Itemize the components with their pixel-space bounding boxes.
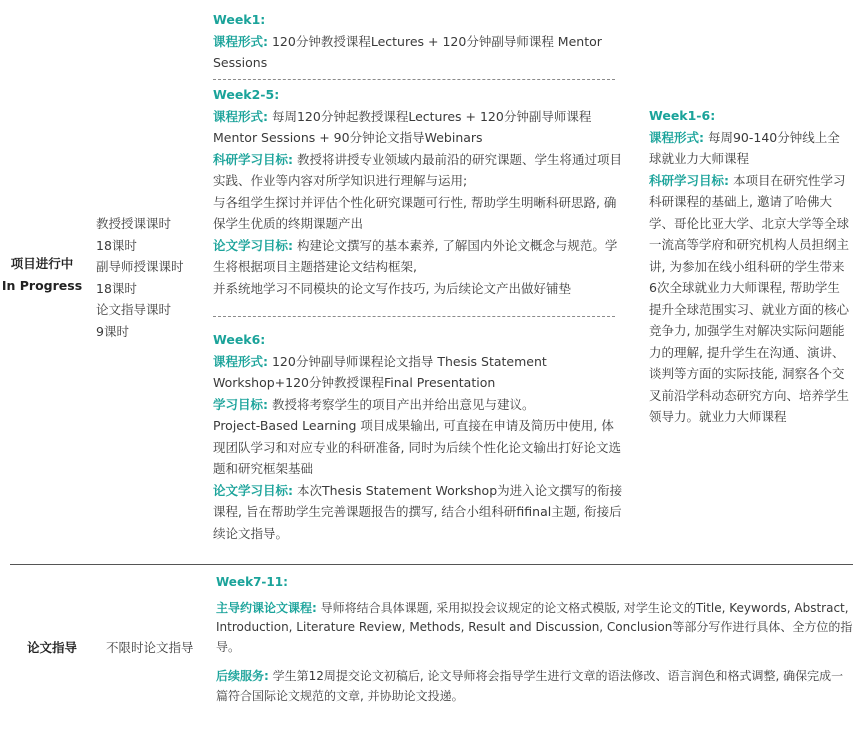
week7-11-section [216, 573, 853, 706]
format-label: 课程形式: [213, 33, 268, 49]
week7-11-title: Week7-11: [216, 575, 288, 589]
week1-section [213, 9, 623, 74]
row-divider [10, 564, 853, 565]
format-label: 课程形式: [213, 108, 268, 124]
week1-format [213, 31, 623, 74]
study-text: 教授将考察学生的项目产出并给出意见与建议。 [271, 396, 535, 412]
research-text: 本项目在研究性学习科研课程的基础上, 邀请了哈佛大学、哥伦比亚大学、北京大学等全球一流高等学府和研究机构人员担纲主讲, 为参加在线小组科研的学生带来6次全球就业力大师课程, 帮助学生提升全球范围实习、就业方面的核心竞争力, 加强学生对解决实际问题能力的理解, 提升学生在沟通、演讲、谈判等方面的实际技能, 洞察各个交叉前沿学科动态研究方向、培养学生领导力。就业力大师课程 [649, 172, 850, 424]
row-label-in-progress [0, 253, 84, 296]
week7-11-follow [216, 667, 853, 706]
research-label: 科研学习目标: [213, 151, 293, 167]
week6-format [213, 351, 623, 394]
week2-5-research [213, 149, 623, 192]
week1-title: Week1: [213, 12, 266, 27]
week6-paper [213, 480, 623, 545]
week2-5-section [213, 84, 623, 299]
week6-study-2: Project-Based Learning 项目成果输出, 可直接在申请及简历中使用, 体现团队学习和对应专业的科研准备, 同时为后续个性化论文输出打好论文选题和研究框架基础 [213, 418, 621, 476]
format-text: 每周90-140分钟线上全球就业力大师课程 [649, 129, 840, 166]
hours-item: 18课时 [96, 237, 137, 253]
paper-label: 论文学习目标: [213, 482, 293, 498]
week2-5-paper [213, 235, 623, 278]
thesis-hours: 不限时论文指导 [106, 640, 194, 655]
hours-item: 9课时 [96, 323, 129, 339]
format-label: 课程形式: [649, 129, 704, 145]
follow-text: 学生第12周提交论文初稿后, 论文导师将会指导学生进行文章的语法修改、语言润色和格式调整, 确保完成一篇符合国际论文规范的文章, 并协助论文投递。 [216, 669, 844, 703]
week1-6-format [649, 127, 849, 170]
week2-5-paper-2: 并系统地学习不同模块的论文写作技巧, 为后续论文产出做好铺垫 [213, 280, 571, 296]
format-text: 每周120分钟起教授课程Lectures + 120分钟副导师课程 Mentor Sessions + 90分钟论文指导Webinars [213, 108, 592, 145]
hours-item: 副导师授课课时 [96, 259, 184, 274]
week6-title: Week6: [213, 332, 266, 347]
week1-6-research [649, 170, 849, 428]
paper-text: 构建论文撰写的基本素养, 了解国内外论文概念与规范。学生将根据项目主题搭建论文结构框架, [213, 237, 618, 274]
format-text: 120分钟教授课程Lectures + 120分钟副导师课程 Mentor Sessions [213, 33, 602, 70]
guided-label: 主导约课论文课程: [216, 600, 317, 615]
format-text: 120分钟副导师课程论文指导 Thesis Statement Workshop+120分钟教授课程Final Presentation [213, 353, 547, 390]
guided-text: 导师将结合具体课题, 采用拟投会议规定的论文格式模版, 对学生论文的Title, Keywords, Abstract, Introduction, Literature Review, Methods, Result and Discussion, Conclusion等部分写作进行具体、全方位的指导。 [216, 600, 853, 654]
week7-11-guided [216, 599, 853, 658]
hours-item: 论文指导课时 [96, 302, 172, 317]
research-label: 科研学习目标: [649, 172, 729, 188]
paper-label: 论文学习目标: [213, 237, 293, 253]
week2-5-format [213, 106, 623, 149]
week1-6-section [649, 105, 849, 428]
week2-5-title: Week2-5: [213, 87, 280, 102]
format-label: 课程形式: [213, 353, 268, 369]
row-label-cn: 项目进行中 [10, 256, 74, 271]
hours-column [96, 213, 208, 342]
research-text: 教授将讲授专业领域内最前沿的研究课题、学生将通过项目实践、作业等内容对所学知识进行理解与运用; [213, 151, 622, 188]
row-label-thesis: 论文指导 [26, 640, 77, 655]
hours-item: 18课时 [96, 280, 137, 296]
hours-item: 教授授课课时 [96, 216, 172, 231]
divider-dashed [213, 316, 615, 317]
week2-5-research-2: 与各组学生探讨并评估个性化研究课题可行性, 帮助学生明晰科研思路, 确保学生优质的终期课题产出 [213, 194, 617, 231]
week1-6-title: Week1-6: [649, 108, 716, 123]
week6-section [213, 329, 623, 544]
study-label: 学习目标: [213, 396, 268, 412]
week6-study [213, 394, 623, 416]
divider-dashed [213, 79, 615, 80]
follow-label: 后续服务: [216, 669, 269, 683]
row-label-en: In Progress [1, 277, 83, 293]
paper-text: 本次Thesis Statement Workshop为进入论文撰写的衔接课程, 旨在帮助学生完善课题报告的撰写, 结合小组科研fifinal主题, 衔接后续论文指导。 [213, 482, 623, 541]
